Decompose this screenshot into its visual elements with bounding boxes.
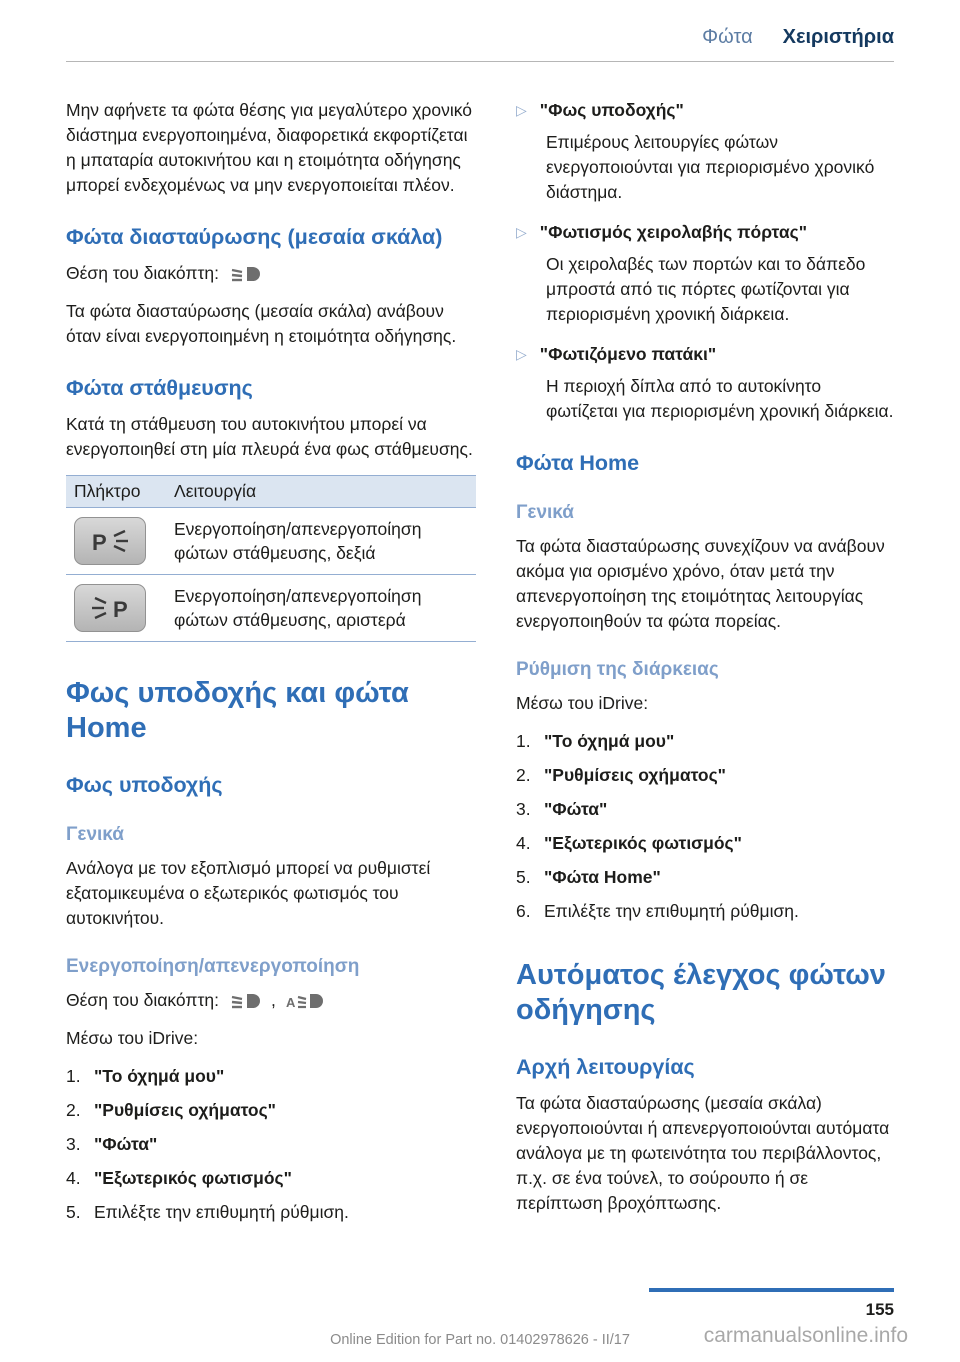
function-cell: Ενεργοποίηση/απενεργοποίηση φώτων στάθμευσης, αριστερά bbox=[166, 575, 476, 642]
button-cell bbox=[66, 575, 166, 642]
heading-low-beam: Φώτα διασταύρωσης (μεσαία σκάλα) bbox=[66, 225, 443, 249]
list-item: 1. "Το όχημά μου" bbox=[516, 731, 675, 751]
option-item bbox=[516, 342, 894, 424]
option-item bbox=[516, 220, 894, 327]
function-cell: Ενεργοποίηση/απενεργοποίηση φώτων στάθμευσης, δεξιά bbox=[166, 508, 476, 575]
option-label: "Φως υποδοχής" bbox=[539, 100, 684, 120]
auto-headlight-switch-icon bbox=[285, 991, 325, 1011]
heading-operating-principle: Αρχή λειτουργίας bbox=[516, 1055, 695, 1079]
list-item: 2. "Ρυθμίσεις οχήματος" bbox=[66, 1100, 276, 1120]
switch-position-line bbox=[66, 261, 476, 286]
idrive-label: Μέσω του iDrive: bbox=[66, 1028, 199, 1048]
header-chapter-label: Χειριστήρια bbox=[782, 26, 894, 48]
list-item: 4. "Εξωτερικός φωτισμός" bbox=[66, 1168, 292, 1188]
table-row bbox=[66, 508, 476, 575]
option-label: "Φωτιζόμενο πατάκι" bbox=[539, 344, 717, 364]
icon-separator-comma: , bbox=[271, 990, 276, 1010]
list-item: 1. "Το όχημά μου" bbox=[66, 1066, 225, 1086]
triangle-bullet-icon: ▷ bbox=[516, 102, 527, 118]
heading-duration-setting: Ρύθμιση της διάρκειας bbox=[516, 659, 719, 680]
header-section-label: Φώτα bbox=[702, 26, 753, 48]
heading-welcome-light: Φως υποδοχής bbox=[66, 773, 223, 797]
home-lights-general-paragraph: Τα φώτα διασταύρωσης συνεχίζουν να ανάβουν ακόμα για ορισμένο χρόνο, όταν μετά την απενεργοποίηση της ετοιμότητας λειτουργίας ενεργοποιηθούν τα φώτα πορείας. bbox=[516, 536, 885, 631]
triangle-bullet-icon: ▷ bbox=[516, 224, 527, 240]
low-beam-switch-icon bbox=[228, 264, 262, 284]
svg-text:P: P bbox=[92, 530, 107, 555]
parking-light-table-wrap bbox=[66, 475, 476, 642]
heading-auto-light-control: Αυτόματος έλεγχος φώτων οδήγησης bbox=[516, 959, 886, 1026]
column-header-function: Λειτουργία bbox=[166, 476, 476, 508]
option-description: Οι χειρολαβές των πορτών και το δάπεδο μπροστά από τις πόρτες φωτίζονται για περιορισμένη χρονική διάρκεια. bbox=[546, 254, 866, 324]
heading-home-lights: Φώτα Home bbox=[516, 451, 640, 475]
low-beam-switch-icon bbox=[228, 991, 262, 1011]
list-item: 3. "Φώτα" bbox=[66, 1134, 158, 1154]
parking-light-table bbox=[66, 475, 476, 642]
idrive-label: Μέσω του iDrive: bbox=[516, 693, 649, 713]
two-column-layout bbox=[66, 98, 894, 1234]
page-number: 155 bbox=[865, 1300, 894, 1319]
idrive-steps-list bbox=[516, 729, 894, 924]
list-item: 4. "Εξωτερικός φωτισμός" bbox=[516, 833, 742, 853]
left-column bbox=[66, 98, 476, 1234]
welcome-light-options bbox=[516, 98, 894, 424]
heading-activation: Ενεργοποίηση/απενεργοποίηση bbox=[66, 956, 360, 977]
edition-note: Online Edition for Part no. 01402978626 - II/17 bbox=[330, 1332, 630, 1348]
parking-light-right-button-icon bbox=[74, 517, 146, 565]
list-item: 5. Επιλέξτε την επιθυμητή ρύθμιση. bbox=[66, 1202, 349, 1222]
watermark-text: carmanualsonline.info bbox=[703, 1324, 908, 1347]
switch-position-label: Θέση του διακόπτη: bbox=[66, 990, 219, 1010]
switch-position-label: Θέση του διακόπτη: bbox=[66, 263, 219, 283]
button-cell bbox=[66, 508, 166, 575]
list-item: 2. "Ρυθμίσεις οχήματος" bbox=[516, 765, 726, 785]
parking-light-left-button-icon bbox=[74, 584, 146, 632]
switch-position-line bbox=[66, 988, 476, 1013]
option-label: "Φωτισμός χειρολαβής πόρτας" bbox=[539, 222, 808, 242]
table-row bbox=[66, 575, 476, 642]
low-beam-paragraph: Τα φώτα διασταύρωσης (μεσαία σκάλα) ανάβουν όταν είναι ενεργοποιημένη η ετοιμότητα οδήγησης. bbox=[66, 301, 457, 346]
idrive-steps-list bbox=[66, 1064, 476, 1225]
heading-welcome-home-lights: Φως υποδοχής και φώτα Home bbox=[66, 677, 409, 744]
page-header bbox=[66, 26, 894, 62]
list-item: 3. "Φώτα" bbox=[516, 799, 608, 819]
welcome-general-paragraph: Ανάλογα με τον εξοπλισμό μπορεί να ρυθμιστεί εξατομικευμένα ο εξωτερικός φωτισμός του αυτοκινήτου. bbox=[66, 858, 431, 928]
option-item bbox=[516, 98, 894, 205]
option-description: Η περιοχή δίπλα από το αυτοκίνητο φωτίζεται για περιορισμένη χρονική διάρκεια. bbox=[546, 376, 894, 421]
svg-text:P: P bbox=[113, 597, 128, 622]
list-item: 6. Επιλέξτε την επιθυμητή ρύθμιση. bbox=[516, 901, 799, 921]
auto-light-control-paragraph: Τα φώτα διασταύρωσης (μεσαία σκάλα) ενεργοποιούνται ή απενεργοποιούνται αυτόματα ανάλογα με τη φωτεινότητα του περιβάλλοντος, π.χ. σε ένα τούνελ, το σούρουπο ή σε περίπτωση βροχόπτωσης. bbox=[516, 1093, 890, 1213]
page-footer bbox=[66, 1288, 908, 1358]
table-header-row bbox=[66, 476, 476, 508]
list-item: 5. "Φώτα Home" bbox=[516, 867, 661, 887]
right-column bbox=[516, 98, 894, 1234]
heading-parking-lights: Φώτα στάθμευσης bbox=[66, 376, 253, 400]
footer-accent-line bbox=[649, 1288, 894, 1292]
heading-general: Γενικά bbox=[66, 824, 124, 845]
column-header-button: Πλήκτρο bbox=[66, 476, 166, 508]
option-description: Επιμέρους λειτουργίες φώτων ενεργοποιούνται για περιορισμένο χρονικό διάστημα. bbox=[546, 132, 875, 202]
heading-general: Γενικά bbox=[516, 502, 574, 523]
svg-text:A: A bbox=[285, 994, 296, 1010]
parking-lights-paragraph: Κατά τη στάθμευση του αυτοκινήτου μπορεί να ενεργοποιηθεί στη μία πλευρά ένα φως στάθμευσης. bbox=[66, 414, 473, 459]
triangle-bullet-icon: ▷ bbox=[516, 346, 527, 362]
note-paragraph: Μην αφήνετε τα φώτα θέσης για μεγαλύτερο χρονικό διάστημα ενεργοποιημένα, διαφορετικά εκφορτίζεται η μπαταρία αυτοκινήτου και η ετοιμότητα οδήγησης μπορεί ενδεχομένως να μην ενεργοποιείται πλέον. bbox=[66, 100, 472, 195]
